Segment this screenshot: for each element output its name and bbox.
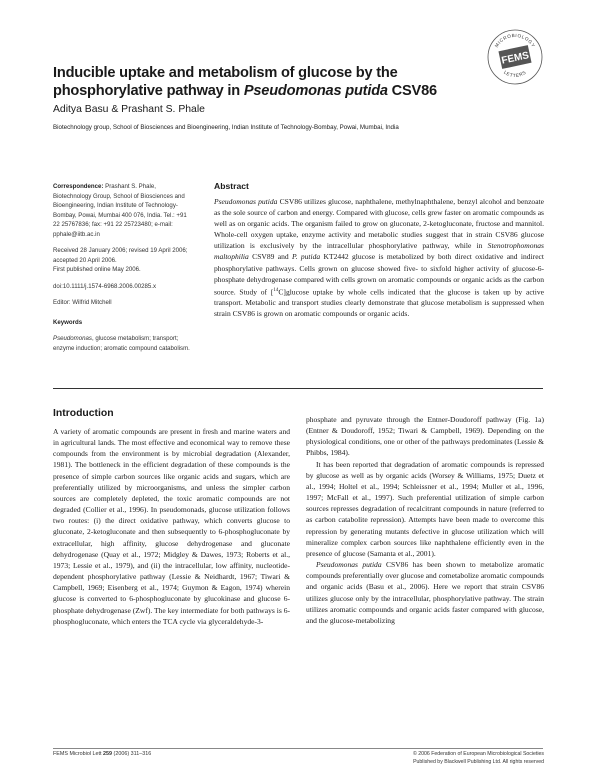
paragraph: It has been reported that degradation of aromatic compounds is repressed by glucose as well as by organic acids (Worsey & Williams, 1975; Duetz et al., 1994; Holtel et al., 1994; Schleissner et al., 1994; Muller et al., 1996, 1997; McFall et al., 1997). Such preferential utilization of simple carbon sources represses degradation of recalcitrant compounds in nature (referred to as carbon catabolite repression). Attempts have been made to overcome this repression by generating mutants defective in glucose utilization which will mineralize complex carbon sources like naphthalene efficiently even in the presence of glucose (Samanta et al., 2001). bbox=[306, 459, 544, 558]
keywords-heading: Keywords bbox=[53, 318, 83, 326]
paragraph: A variety of aromatic compounds are present in fresh and marine waters and in agricultural lands. The most effective and economical way to remove these compounds from the environment is by microbial degradation (Alexander, 1981). The bottleneck in the efficient degradation of these compounds is the presence of simple carbon sources like organic acids and sugars, which are preferentially utilized by microorganisms, and unless the simpler carbon sources are completely depleted, the toxic aromatic compounds are not degraded (Collier et al., 1996). In pseudomonads, glucose utilization follows two routes: (i) the direct oxidative pathway, which converts glucose to gluconate, 2-ketogluconate and then subsequently to 6-phosphogluconate by extracellular, high affinity, glucose dehydrogenase and gluconate dehydrogenase (Quay et al., 1972; Midgley & Dawes, 1973; Roberts et al., 1973; Lessie et al., 1979), and (ii) the intracellular, low affinity, nucleotide-dependent phosphorylative pathway (Lessie & Neidhardt, 1967; Tiwari & Campbell, 1969; Eisenberg et al., 1974; Guymon & Eagon, 1974) wherein glucose is converted to 6-phosphogluconate by glucokinase and glucose 6-phosphate dehydrogenase (Zwf). The key intermediate for both pathways is 6-phosphogluconate, which enters the TCA cycle via glyceraldehyde-3- bbox=[53, 427, 290, 626]
editor: Editor: Wilfrid Mitchell bbox=[53, 299, 112, 306]
affiliation: Biotechnology group, School of Biosciences and Bioengineering, Indian Institute of Technology-Bombay, Powai, Mumbai, India bbox=[53, 124, 399, 131]
history: Received 28 January 2006; revised 19 April 2006; accepted 20 April 2006. First published online May 2006. bbox=[53, 247, 188, 273]
keywords: Pseudomonas, glucose metabolism; transport; enzyme induction; aromatic compound catabolism. bbox=[53, 335, 190, 352]
section-divider bbox=[53, 388, 543, 389]
fems-logo bbox=[486, 28, 544, 86]
logo-ring-top: MICROBIOLOGY bbox=[493, 32, 537, 49]
abstract-text: Pseudomonas putida CSV86 utilizes glucose, naphthalene, methylnaphthalene, benzyl alcohol and benzoate as the sole source of carbon and energy. Compared with glucose, cells grew faster on aromatic compounds as well as on organic acids. The organism failed to grow on gluconate, 2-ketogluconate, fructose and mannitol. Whole-cell oxygen uptake, enzyme activity and metabolic studies suggest that in strain CSV86 glucose utilization is exclusively by the intracellular phosphorylative pathway, while in Stenotrophomonas maltophilia CSV89 and P. putida KT2442 glucose is metabolized by both direct oxidative and indirect phosphorylative pathways. Cells grown on glucose showed five- to sixfold higher activity of glucose-6-phosphate dehydrogenase compared with cells grown on aromatic compounds or organic acids as the carbon source. Study of [$^{14}$C]glucose uptake by whole cells indicated that the glucose is taken up by active transport. Metabolic and transport studies clearly demonstrate that glucose metabolism is suppressed when strain CSV86 is grown on aromatic compounds or organic acids. bbox=[214, 197, 545, 319]
paragraph: Pseudomonas putida CSV86 has been shown to metabolize aromatic compounds preferentially over glucose and cometabolize aromatic compounds and organic acids (Basu et al., 2006). Here we report that strain CSV86 utilizes glucose only by the intracellular, phosphorylative pathway. The strain utilizes aromatic compounds and organic acids faster compared with glucose, and the glucose-metabolizing bbox=[306, 560, 544, 625]
logo-ring-bottom: LETTERS bbox=[502, 69, 528, 79]
doi: doi:10.1111/j.1574-6968.2006.00285.x bbox=[53, 282, 157, 290]
logo-text: FEMS bbox=[500, 50, 531, 67]
svg-text:LETTERS bbox=[503, 70, 527, 78]
svg-text:MICROBIOLOGY bbox=[494, 33, 536, 48]
abstract-heading: Abstract bbox=[214, 181, 249, 191]
journal-citation: FEMS Microbiol Lett 259 (2006) 311–316 bbox=[53, 751, 152, 757]
correspondence: Correspondence: Prashant S. Phale, Biotechnology Group, School of Biosciences and Bioengineering, Indian Institute of Technology-Bombay, Powai, Mumbai 400 076, India. Tel.: +91 22 25767836; fax: +91 22 25723480; e-mail: pphale@iitb.ac.in bbox=[53, 183, 187, 238]
authors: Aditya Basu & Prashant S. Phale bbox=[53, 104, 205, 115]
introduction-heading: Introduction bbox=[53, 408, 114, 419]
copyright: © 2006 Federation of European Microbiological Societies Published by Blackwell Publishing Ltd. All rights reserved bbox=[413, 751, 544, 765]
paragraph: phosphate and pyruvate through the Entner-Doudoroff pathway (Fig. 1a) (Entner & Doudoroff, 1952; Tiwari & Campbell, 1969). Depending on the physiological conditions, one or other of the pathways predominates (Lessie & Phibbs, 1984). bbox=[306, 415, 544, 458]
body-column-left bbox=[53, 426, 290, 627]
article-title: Inducible uptake and metabolism of glucose by the phosphorylative pathway in Pseudomonas putida CSV86 bbox=[53, 65, 437, 99]
footer-divider bbox=[53, 748, 543, 749]
body-column-right bbox=[306, 414, 544, 626]
article-info bbox=[53, 182, 193, 360]
